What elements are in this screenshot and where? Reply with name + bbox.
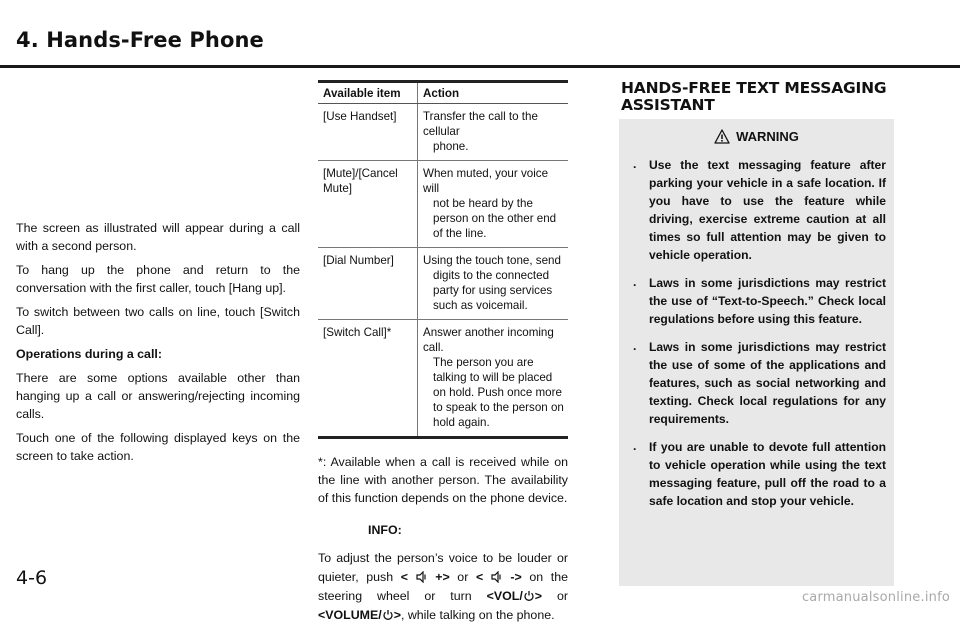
paragraph: Touch one of the following displayed keys on the screen to take action. — [16, 431, 300, 463]
right-column — [619, 79, 899, 508]
table-cell-item: [Dial Number] — [318, 248, 418, 320]
volume-knob-label: <VOLUME/ > — [318, 608, 401, 622]
paragraph: To hang up the phone and return to the conversation with the first caller, touch [Hang up]. — [16, 263, 300, 295]
warning-box — [619, 119, 894, 586]
speaker-icon — [416, 571, 428, 583]
list-item: . If you are unable to devote full attention to vehicle operation while using the text messaging feature, pull off the road to a safe location and stop your vehicle. — [631, 438, 886, 510]
vol-knob-label: <VOL/ > — [486, 589, 543, 603]
list-item: . Laws in some jurisdictions may restrict the use of “Text-to-Speech.” Check local regulations before using this feature. — [631, 274, 886, 328]
action-text: When muted, your voice will — [423, 167, 549, 195]
warning-icon — [714, 129, 730, 144]
action-text: phone. — [433, 140, 469, 153]
page-number: 4-6 — [16, 567, 48, 589]
info-label: INFO: — [368, 523, 402, 537]
table-row — [318, 248, 568, 320]
warning-list — [631, 156, 886, 520]
action-text: Answer another incoming call. — [423, 326, 554, 354]
power-icon — [523, 590, 535, 602]
subheading: Operations during a call: — [16, 347, 162, 361]
info-text-part: on the steering wheel or turn — [318, 570, 568, 603]
paragraph: The screen as illustrated will appear during a call with a second person. — [16, 221, 300, 253]
action-text: not be heard by the person on the other end of the line. — [433, 197, 557, 240]
action-text: digits to the connected party for using services such as voicemail. — [433, 269, 553, 312]
table-row — [318, 104, 568, 161]
volume-up-button-label: < +> — [400, 570, 450, 584]
table-cell-action — [418, 320, 569, 438]
table-cell-action — [418, 161, 569, 248]
page-title: 4. Hands-Free Phone — [16, 28, 264, 52]
info-text — [318, 549, 568, 625]
available-items-table — [318, 80, 568, 439]
table-cell-item: [Mute]/[Cancel Mute] — [318, 161, 418, 248]
footnote: *: Available when a call is received while on the line with another person. The availability of this function depends on the phone device. — [318, 455, 568, 505]
left-column — [16, 219, 300, 471]
info-text-part: or — [457, 570, 469, 584]
volume-down-button-label: < -> — [475, 570, 522, 584]
action-text: Using the touch tone, send — [423, 254, 561, 267]
action-text: The person you are talking to will be placed on hold. Push once more to speak to the person on hold again. — [433, 356, 564, 429]
watermark: carmanualsonline.info — [801, 590, 950, 605]
speaker-icon — [491, 571, 503, 583]
middle-column — [318, 80, 568, 625]
info-text-part: , while talking on the phone. — [400, 608, 555, 622]
section-title: HANDS-FREE TEXT MESSAGING ASSISTANT — [621, 79, 887, 114]
list-item: . Laws in some jurisdictions may restrict the use of some of the applications and features, such as social networking and texting. Check local regulations for any requirements. — [631, 338, 886, 428]
table-cell-item: [Switch Call]* — [318, 320, 418, 438]
paragraph: There are some options available other than hanging up a call or answering/rejecting incoming calls. — [16, 371, 300, 421]
info-text-part: or — [556, 589, 568, 603]
table-header-action: Action — [418, 82, 569, 104]
header-rule — [0, 65, 960, 68]
list-item: . Use the text messaging feature after parking your vehicle in a safe location. If you have to use the feature while driving, exercise extreme caution at all times so full attention may be given to vehicle operation. — [631, 156, 886, 264]
action-text: Transfer the call to the cellular — [423, 110, 538, 138]
warning-header — [619, 129, 894, 144]
warning-label: WARNING — [736, 129, 799, 144]
table-cell-action — [418, 104, 569, 161]
table-header-item: Available item — [318, 82, 418, 104]
table-row — [318, 161, 568, 248]
table-row — [318, 320, 568, 438]
table-cell-action — [418, 248, 569, 320]
info-text-part: To adjust the person’s voice to be louder or quieter, push — [318, 551, 568, 584]
paragraph: To switch between two calls on line, touch [Switch Call]. — [16, 305, 300, 337]
table-cell-item: [Use Handset] — [318, 104, 418, 161]
